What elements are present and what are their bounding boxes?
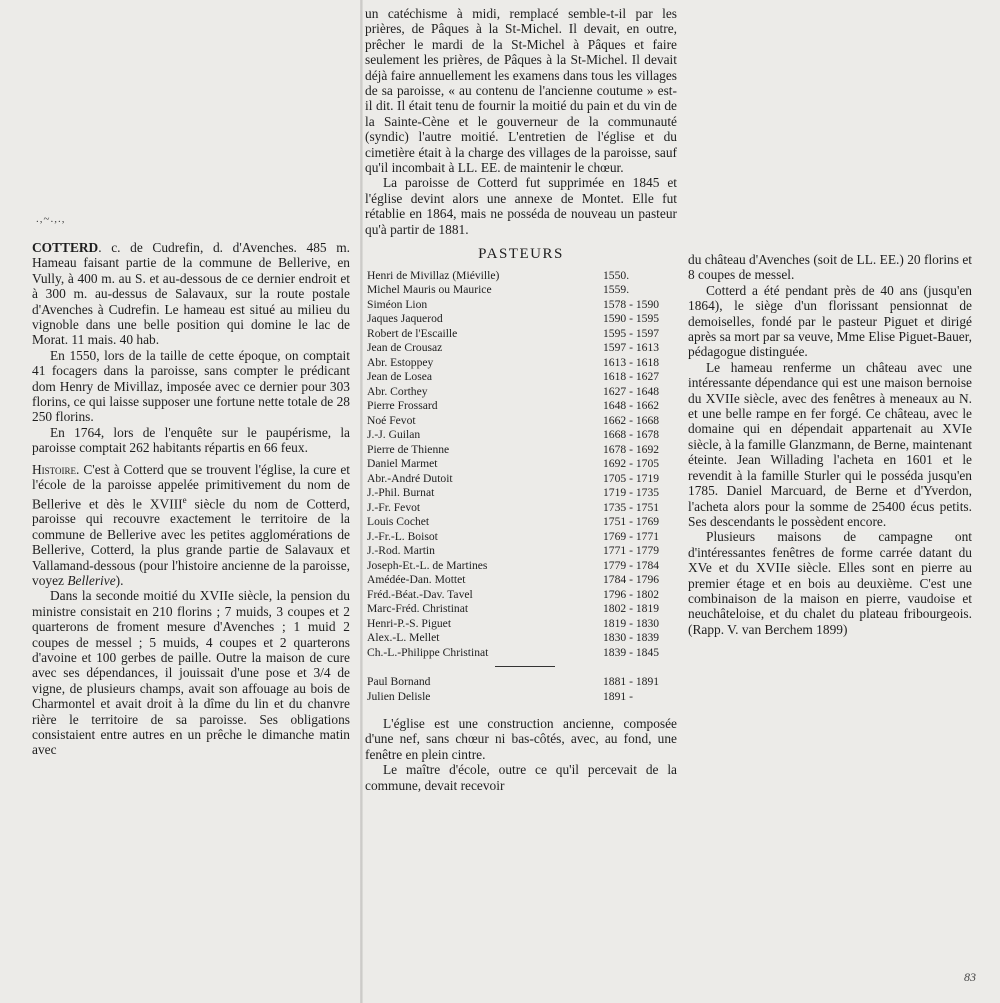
- pasteur-dates: 1705 - 1719: [603, 471, 660, 485]
- pasteur-dates: 1578 - 1590: [603, 297, 660, 311]
- pasteur-name: J.-J. Guilan: [367, 428, 421, 441]
- pasteur-dates: 1735 - 1751: [603, 500, 660, 514]
- page-mark: .,~.,.,: [36, 213, 66, 225]
- pasteur-dates: 1719 - 1735: [603, 486, 660, 499]
- pasteur-dates: 1648 - 1662: [603, 399, 660, 412]
- pasteur-dates: 1662 - 1668: [603, 413, 660, 427]
- histoire-text-b: siècle du nom de Cotterd, paroisse qui recouvre exactement le territoire de la commune de Bellerive avec les petites agglomérations de Bellerive, Cotterd, la plus grande partie de Salavaux et Vallamand-dessous (pour l'histoire ancienne de la paroisse, voyez: [32, 495, 350, 588]
- pasteur-dates: 1627 - 1648: [603, 384, 660, 398]
- histoire-sup: e: [182, 494, 187, 505]
- pasteur-dates: 1550.: [603, 268, 630, 282]
- pasteur-dates: 1796 - 1802: [603, 587, 660, 601]
- pasteur-row: [367, 515, 667, 530]
- pasteur-name: Marc-Fréd. Christinat: [367, 602, 469, 615]
- pasteur-row: [367, 573, 667, 588]
- pasteur-row: [367, 356, 667, 371]
- pasteur-row: [367, 414, 667, 429]
- paragraph-maisons: Plusieurs maisons de campagne ont d'intéressantes fenêtres de forme carrée datant du XVe et du XVIIe siècle. Elles sont en pierre au premier étage et en bois au deuxième. C'est une combinaison de la maison en pierre, vaudoise et neuchâteloise, et du chalet du plateau fribourgeois. (Rapp. V. van Berchem 1899): [688, 529, 972, 637]
- pasteurs-separator: [495, 666, 555, 667]
- pasteur-row: [367, 385, 667, 400]
- pasteur-row: [367, 341, 667, 356]
- pasteur-name: Noé Fevot: [367, 413, 416, 427]
- entry-heading: COTTERD: [32, 240, 99, 255]
- pasteur-name: Robert de l'Escaille: [367, 326, 458, 340]
- pasteur-name: Pierre Frossard: [367, 399, 438, 412]
- pasteur-name: Alex.-L. Mellet: [367, 631, 440, 644]
- pasteur-row: [367, 370, 667, 385]
- paragraph-1764: En 1764, lors de l'enquête sur le paupérisme, la paroisse comptait 262 habitants répartis en 66 feux.: [32, 424, 350, 456]
- paragraph-suppression: La paroisse de Cotterd fut supprimée en 1845 et l'église devint alors une annexe de Montet. Elle fut rétablie en 1864, mais ne posséda de nouveau un pasteur qu'à partir de 1881.: [365, 175, 677, 237]
- pasteur-row: [367, 269, 667, 284]
- pasteur-dates: 1597 - 1613: [603, 341, 660, 354]
- pasteur-name: Daniel Marmet: [367, 457, 438, 470]
- pasteur-row: [367, 646, 667, 661]
- pasteur-row: [367, 559, 667, 574]
- histoire-ref: Bellerive: [67, 573, 116, 588]
- paragraph-ecole: Le maître d'école, outre ce qu'il percevait de la commune, devait recevoir: [365, 762, 677, 793]
- histoire-text-a: . C'est à Cotterd que se trouvent l'église, la cure et l'école de la paroisse appelée primitivement du nom de Bellerive et dès le XVIII: [32, 461, 350, 511]
- pasteur-dates: 1668 - 1678: [603, 428, 660, 441]
- pasteur-dates: 1891 -: [603, 689, 633, 703]
- paragraph-chateau-avenches: du château d'Avenches (soit de LL. EE.) 20 florins et 8 coupes de messel.: [688, 252, 972, 283]
- pasteur-row: [367, 457, 667, 472]
- paragraph-catechisme: un catéchisme à midi, remplacé semble-t-il par les prières, de Pâques à la St-Michel. Il devait, en outre, prêcher le mardi de la St-Michel à Pâques et faire seulement les prières, de Pâques à la St-Michel. Il devait déjà faire annuellement les examens dans tous les villages de sa paroisse, « au contenu de l'ancienne coutume » est-il dit. Il était tenu de fournir la moitié du pain et du vin de la Sainte-Cène et le gouverneur de la communauté (syndic) l'autre moitié. L'entretien de l'église et du cimetière était à la charge des villages de la paroisse, sauf qu'il incombait à LL. EE. de maintenir le chœur.: [365, 6, 677, 176]
- pasteur-dates: 1618 - 1627: [603, 370, 660, 383]
- pasteur-dates: 1771 - 1779: [603, 544, 660, 557]
- pasteur-name: Paul Bornand: [367, 675, 431, 688]
- pasteur-name: Jean de Crousaz: [367, 341, 443, 354]
- paragraph-chateau: Le hameau renferme un château avec une intéressante dépendance qui est une maison bernoise du XVIIe siècle, avec des fenêtres à meneaux au N. et une belle rampe en fer forgé. Ce château, avec le domaine qui en dépendait appartenait au XVIe siècle, à la famille Glanzmann, de Berne, maintenant éteinte. Jean Willading l'acheta en 1601 et le revendit à la famille Sturler qui le posséda jusqu'en 1785. Daniel Marcuard, de Berne et d'Yverdon, l'acheta alors pour la somme de 25400 écus petits. Ses descendants le possèdent encore.: [688, 359, 972, 529]
- pasteur-dates: 1819 - 1830: [603, 616, 660, 630]
- pasteurs-table: [367, 269, 667, 661]
- pasteur-name: Henri de Mivillaz (Miéville): [367, 268, 500, 282]
- pasteur-row: [367, 443, 667, 458]
- pasteur-name: Joseph-Et.-L. de Martines: [367, 558, 488, 572]
- pasteur-name: Fréd.-Béat.-Dav. Tavel: [367, 587, 473, 601]
- pasteur-dates: 1613 - 1618: [603, 355, 660, 369]
- entry-intro: . c. de Cudrefin, d. d'Avenches. 485 m. Hameau faisant partie de la commune de Bellerive, en Vully, à 400 m. au S. et au-dessous de ce dernier endroit et à 300 m. au-dessus de Salavaux, sur la route postale d'Avenches à Cudrefin. Le hameau est situé au milieu du vignoble dans une belle position qui domine le lac de Morat. 11 mais. 40 hab.: [32, 240, 350, 348]
- column-right: [688, 252, 972, 637]
- pasteur-dates: 1802 - 1819: [603, 602, 660, 615]
- pasteur-dates: 1830 - 1839: [603, 631, 660, 644]
- pasteur-dates: 1769 - 1771: [603, 529, 660, 543]
- pasteurs-title: PASTEURS: [478, 246, 564, 263]
- histoire-label: Histoire: [32, 461, 77, 477]
- pasteur-name: Abr. Estoppey: [367, 355, 434, 369]
- pasteur-row: [367, 283, 667, 298]
- pasteur-dates: 1595 - 1597: [603, 326, 660, 340]
- pasteur-row: [367, 690, 667, 705]
- pasteur-row: [367, 298, 667, 313]
- pasteur-row: [367, 312, 667, 327]
- pasteur-row: [367, 501, 667, 516]
- column-middle: [365, 6, 677, 793]
- pasteurs-table-later: [367, 675, 667, 704]
- pasteur-dates: 1839 - 1845: [603, 645, 660, 659]
- paragraph-eglise: L'église est une construction ancienne, composée d'une nef, sans chœur ni bas-côtés, avec, au fond, une fenêtre en plein cintre.: [365, 716, 677, 762]
- column-left: [32, 240, 350, 758]
- paragraph-histoire: [32, 462, 350, 589]
- pasteur-dates: 1678 - 1692: [603, 442, 660, 456]
- pasteur-dates: 1784 - 1796: [603, 573, 660, 586]
- page-number: 83: [964, 970, 976, 984]
- pasteur-row: [367, 428, 667, 443]
- pasteur-name: Amédée-Dan. Mottet: [367, 573, 466, 586]
- pasteur-name: J.-Phil. Burnat: [367, 486, 435, 499]
- pasteur-dates: 1692 - 1705: [603, 457, 660, 470]
- pasteur-row: [367, 602, 667, 617]
- pasteur-row: [367, 617, 667, 632]
- cotterd-entry: [32, 240, 350, 348]
- pasteur-row: [367, 472, 667, 487]
- pasteur-dates: 1881 - 1891: [603, 675, 660, 688]
- paragraph-pension: Dans la seconde moitié du XVIIe siècle, la pension du ministre consistait en 210 florins ; 7 muids, 3 coupes et 2 quarterons de froment mesure d'Avenches ; 1 muid 2 coupes de messel ; 5 muids, 4 coupes et 2 quarterons d'avoine et 100 gerbes de paille. Outre la maison de cure avec ses dépendances, il jouissait d'une pose et 3/4 de vigne, de plusieurs champs, avait son affouage au bois de Charmontel et avait droit à la dîme du lin et du chanvre rière le territoire de sa paroisse. Ses obligations consistaient entre autres en un prêche le dimanche matin avec: [32, 588, 350, 758]
- pasteur-name: Abr. Corthey: [367, 384, 428, 398]
- pasteur-row: [367, 399, 667, 414]
- pasteur-row: [367, 675, 667, 690]
- pasteur-name: Julien Delisle: [367, 689, 431, 703]
- pasteur-row: [367, 486, 667, 501]
- pasteur-row: [367, 631, 667, 646]
- pasteur-dates: 1559.: [603, 283, 630, 296]
- paragraph-1550: En 1550, lors de la taille de cette époque, on comptait 41 focagers dans la paroisse, sans compter le prédicant dom Henry de Mivillaz, imposée avec ce dernier pour 303 florins, ce qui laisse supposer une fortune nette totale de 28 250 florins.: [32, 347, 350, 425]
- pasteur-name: Jean de Losea: [367, 370, 433, 383]
- pasteur-row: [367, 327, 667, 342]
- pasteur-row: [367, 530, 667, 545]
- pasteur-name: J.-Fr. Fevot: [367, 500, 421, 514]
- pasteur-row: [367, 588, 667, 603]
- pasteur-name: Jaques Jaquerod: [367, 312, 443, 325]
- pasteur-name: Ch.-L.-Philippe Christinat: [367, 645, 489, 659]
- pasteur-name: J.-Rod. Martin: [367, 544, 435, 557]
- pasteur-name: Abr.-André Dutoit: [367, 471, 453, 485]
- pasteur-dates: 1751 - 1769: [603, 515, 660, 528]
- pasteur-dates: 1590 - 1595: [603, 312, 660, 325]
- pasteur-name: Pierre de Thienne: [367, 442, 450, 456]
- pasteur-name: J.-Fr.-L. Boisot: [367, 529, 438, 543]
- pasteur-name: Siméon Lion: [367, 297, 428, 311]
- paragraph-pensionnat: Cotterd a été pendant près de 40 ans (jusqu'en 1864), le siège d'un florissant pensionnat de demoiselles, fondé par le pasteur Piguet et dirigé après sa mort par sa veuve, Mme Elise Piguet-Bauer, pédagogue distinguée.: [688, 282, 972, 360]
- pasteur-name: Michel Mauris ou Maurice: [367, 283, 492, 296]
- histoire-text-c: ).: [115, 573, 124, 588]
- pasteur-row: [367, 544, 667, 559]
- page-fold: [360, 0, 363, 1003]
- pasteur-dates: 1779 - 1784: [603, 558, 660, 572]
- pasteur-name: Louis Cochet: [367, 515, 430, 528]
- pasteur-name: Henri-P.-S. Piguet: [367, 616, 452, 630]
